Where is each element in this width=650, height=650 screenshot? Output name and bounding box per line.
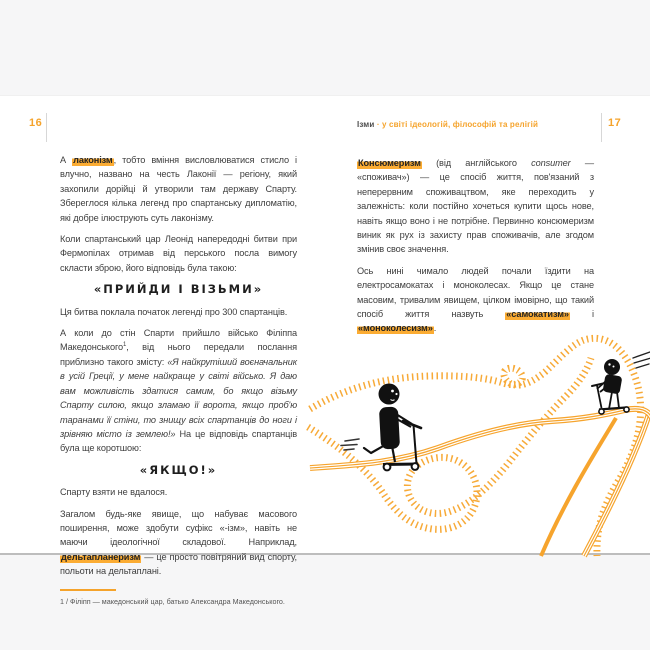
- page-number-divider-right: [601, 113, 602, 142]
- running-head-subtitle: · у світі ідеологій, філософій та релігій: [376, 120, 539, 129]
- text-run: .: [433, 323, 437, 334]
- paragraph-sparta-not-taken: Спарту взяти не вдалося.: [60, 487, 168, 498]
- scooter-rider-figure: [341, 384, 421, 471]
- dashed-ribbon-loop: [308, 358, 591, 529]
- mini-scooter-rider-figure: [592, 352, 650, 414]
- highlighted-term-laconism: лаконізм: [73, 155, 113, 165]
- text-run: — це просто повітряний вид спорту, польоти на дельтаплані.: [60, 551, 297, 577]
- text-run: і: [569, 309, 594, 320]
- highlighted-term-consumerism: Консюмеризм: [358, 158, 421, 168]
- running-head: [357, 120, 597, 129]
- footnote-marker: 1: [123, 342, 127, 349]
- handwritten-quote-come-and-take: «ПРИЙДИ І ВІЗЬМИ»: [93, 282, 264, 297]
- foreign-word: consumer: [531, 158, 571, 168]
- left-page-text-column: [60, 153, 297, 607]
- dashed-ribbon-top: [310, 338, 641, 556]
- running-head-title: Ізми: [357, 120, 377, 129]
- paragraph-leonid: Коли спартанський цар Леонід напередодні битви при Фермопілах отримав від перського посла вимогу скласти зброю, його відповідь була такою:: [60, 234, 297, 273]
- paragraph-scooters: [357, 264, 594, 336]
- book-spread: [0, 95, 650, 607]
- road-line-triple-right: [584, 414, 649, 556]
- paragraph-consumerism: [357, 156, 594, 257]
- text-run: Ось нині чимало людей почали їздити на електросамокатах і моноколесах. Якщо це стане масовим, тривалим явищем, цілком імовірно, що такий спосіб життя назвуть: [357, 265, 594, 320]
- paragraph-laconism: [60, 153, 297, 225]
- handwritten-quote-if: «ЯКЩО!»: [139, 462, 218, 477]
- speed-lines-icon: [341, 439, 359, 450]
- highlighted-term-hang-gliding: дельтапланеризм: [61, 551, 141, 562]
- text-run: , від нього передали послання приблизно такого змісту:: [60, 342, 297, 367]
- road-line-thick: [541, 418, 616, 556]
- paragraph-300-spartans: Ця битва поклала початок легенді про 300 спартанців.: [60, 306, 288, 317]
- text-run: На це відповідь спартанців була ще коротшою:: [60, 428, 297, 454]
- text-run: , тобто вміння висловлюватися стисло і влучно, названо на честь Лаконії — регіону, який захопили дорійці й утворили там державу Спарту. Збереглося кілька легенд про спартанську дипломатію, які добре ілюструють суть лаконізму.: [60, 155, 297, 223]
- speed-lines-icon: [633, 352, 650, 368]
- paragraph-philip: [60, 326, 297, 456]
- page-number-left: 16: [29, 117, 43, 129]
- text-run: — «споживач») — це спосіб життя, пов'язаний з неперервним споживацтвом, яке переходить у залежність: коли постійно хочеться купити щось нове, навіть якщо воно і не потрібне. Первинно консюмеризм виник як рух із захисту прав споживачів, але згодом змінив своє значення.: [357, 158, 594, 255]
- footnote: [60, 589, 297, 607]
- footnote-text: 1 / Філіпп — македонський цар, батько Александра Македонського.: [60, 597, 285, 607]
- highlighted-term-scooterism: «самокатизм»: [506, 309, 569, 320]
- highlighted-term-monowheelism: «моноколесизм»: [358, 323, 433, 334]
- quoted-speech: «Я найкрутіший воєначальник в усій Греції, у мене найкраще у світі військо. Я даю вам можливість здатися самим, бо якщо візьму Спарту силою, якщо зламаю її ворота, якщо проб'ю таранами її стіни, то знищу всіх спартанців до ноги і зрівняю місто із землею!»: [60, 356, 297, 439]
- page-number-right: 17: [608, 117, 622, 129]
- text-run: А коли до стін Спарти прийшло військо Філіппа Македонського: [60, 328, 297, 353]
- page-number-divider-left: [46, 113, 47, 142]
- road-line-main: [310, 409, 650, 468]
- footnote-rule: [60, 589, 116, 592]
- right-page-text-column: [357, 156, 594, 343]
- text-run: (від англійського: [421, 158, 532, 168]
- paragraph-ism-suffix: [60, 507, 297, 579]
- text-run: А: [60, 155, 73, 165]
- text-run: Загалом будь-яке явище, що набуває масового поширення, може здобути суфікс «-ізм», навіть не маючи ідеологічної складової. Наприклад,: [60, 508, 297, 548]
